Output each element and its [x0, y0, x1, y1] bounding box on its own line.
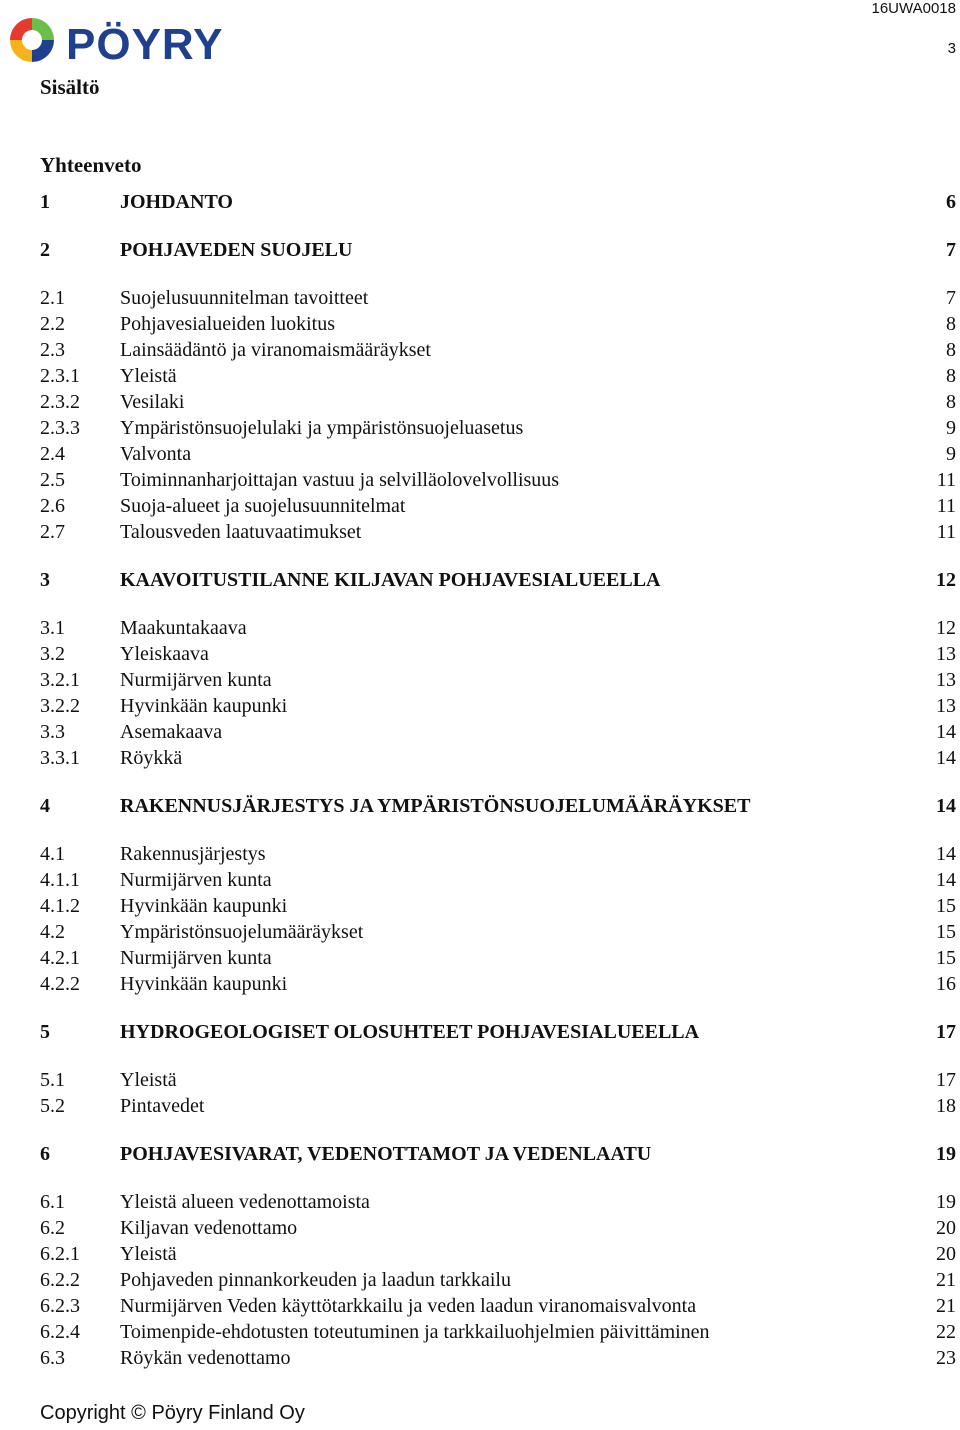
toc-entry-title: Pintavedet [120, 1095, 205, 1117]
toc-section-entry[interactable] [40, 493, 956, 519]
toc-entry-number: 4.1.1 [40, 869, 80, 891]
toc-chapter-entry[interactable] [40, 1141, 956, 1167]
toc-entry-number: 4.2.1 [40, 947, 80, 969]
toc-entry-title: Suoja-alueet ja suojelusuunnitelmat [120, 495, 406, 517]
toc-entry-number: 2.7 [40, 521, 65, 543]
toc-entry-page: 6 [946, 191, 956, 213]
toc-chapter-entry[interactable] [40, 1019, 956, 1045]
toc-entry-number: 5.2 [40, 1095, 65, 1117]
toc-entry-title: RAKENNUSJÄRJESTYS JA YMPÄRISTÖNSUOJELUMÄÄRÄYKSET [120, 795, 751, 817]
toc-entry-number: 2.1 [40, 287, 65, 309]
toc-entry-number: 2.2 [40, 313, 65, 335]
toc-entry-page: 8 [946, 313, 956, 335]
toc-entry-page: 13 [936, 695, 956, 717]
toc-entry-number: 6.2.4 [40, 1321, 80, 1343]
toc-entry-title: Asemakaava [120, 721, 223, 743]
toc-entry-title: POHJAVEDEN SUOJELU [120, 239, 353, 261]
toc-entry-page: 9 [946, 443, 956, 465]
toc-entry-title: Yleiskaava [120, 643, 209, 665]
toc-entry-page: 11 [936, 495, 956, 517]
toc-chapter-entry[interactable] [40, 793, 956, 819]
toc-section-entry[interactable] [40, 415, 956, 441]
toc-section-entry[interactable] [40, 1319, 956, 1345]
toc-entry-title: Toiminnanharjoittajan vastuu ja selvilläolovelvollisuus [120, 469, 560, 491]
toc-entry-number: 6 [40, 1143, 50, 1165]
toc-entry-page: 12 [936, 617, 956, 639]
toc-entry-page: 21 [936, 1269, 956, 1291]
document-id: 16UWA0018 [871, 0, 956, 17]
toc-entry-title: Rakennusjärjestys [120, 843, 266, 865]
logo-symbol-icon [10, 18, 54, 62]
toc-entry-title: Nurmijärven kunta [120, 869, 272, 891]
toc-section-entry[interactable] [40, 363, 956, 389]
toc-entry-page: 9 [946, 417, 956, 439]
toc-entry-page: 20 [936, 1243, 956, 1265]
toc-entry-number: 4.1 [40, 843, 65, 865]
toc-entry-title: Yleistä [120, 1243, 177, 1265]
toc-entry-page: 23 [936, 1347, 956, 1369]
toc-entry-page: 21 [936, 1295, 956, 1317]
toc-section-entry[interactable] [40, 919, 956, 945]
toc-entry-title: Pohjavesialueiden luokitus [120, 313, 335, 335]
toc-entry-page: 17 [936, 1021, 956, 1043]
toc-entry-title: HYDROGEOLOGISET OLOSUHTEET POHJAVESIALUEELLA [120, 1021, 700, 1043]
toc-entry-page: 22 [936, 1321, 956, 1343]
toc-section-entry[interactable] [40, 1189, 956, 1215]
toc-entry-page: 8 [946, 365, 956, 387]
toc-section-entry[interactable] [40, 311, 956, 337]
toc-section-entry[interactable] [40, 893, 956, 919]
toc-section-entry[interactable] [40, 337, 956, 363]
toc-entry-title: Pohjaveden pinnankorkeuden ja laadun tarkkailu [120, 1269, 511, 1291]
toc-entry-page: 17 [936, 1069, 956, 1091]
toc-entry-title: Röykän vedenottamo [120, 1347, 291, 1369]
toc-entry-title: Hyvinkään kaupunki [120, 895, 288, 917]
toc-entry-number: 6.2.1 [40, 1243, 80, 1265]
toc-entry-page: 19 [936, 1143, 956, 1165]
toc-entry-number: 2.3 [40, 339, 65, 361]
toc-entry-title: Maakuntakaava [120, 617, 247, 639]
toc-entry-number: 4 [40, 795, 50, 817]
toc-section-entry[interactable] [40, 693, 956, 719]
toc-section-entry[interactable] [40, 389, 956, 415]
toc-entry-number: 1 [40, 191, 50, 213]
toc-entry-number: 2.3.3 [40, 417, 80, 439]
toc-entry-title: Vesilaki [120, 391, 185, 413]
toc-entry-number: 6.2.2 [40, 1269, 80, 1291]
toc-entry-number: 5 [40, 1021, 50, 1043]
toc-entry-title: Yleistä alueen vedenottamoista [120, 1191, 370, 1213]
toc-section-entry[interactable] [40, 519, 956, 545]
toc-entry-title: Valvonta [120, 443, 192, 465]
toc-section-entry[interactable] [40, 1093, 956, 1119]
poyry-logo [6, 14, 252, 66]
toc-entry-title: Ympäristönsuojelulaki ja ympäristönsuojeluasetus [120, 417, 524, 439]
toc-entry-number: 6.1 [40, 1191, 65, 1213]
toc-entry-page: 8 [946, 339, 956, 361]
toc-section-entry[interactable] [40, 615, 956, 641]
toc-entry-number: 4.2 [40, 921, 65, 943]
toc-entry-title: Yleistä [120, 365, 177, 387]
toc-entry-page: 14 [936, 869, 956, 891]
toc-entry-title: Röykkä [120, 747, 183, 769]
toc-entry-number: 2 [40, 239, 50, 261]
logo-wordmark: PÖYRY [66, 20, 224, 66]
toc-section-entry[interactable] [40, 841, 956, 867]
toc-entry-title: POHJAVESIVARAT, VEDENOTTAMOT JA VEDENLAATU [120, 1143, 652, 1165]
toc-section-entry[interactable] [40, 467, 956, 493]
toc-entry-page: 7 [946, 239, 956, 261]
toc-entry-number: 2.4 [40, 443, 65, 465]
toc-entry-title: Kiljavan vedenottamo [120, 1217, 298, 1239]
toc-entry-page: 15 [936, 921, 956, 943]
toc-entry-title: Toimenpide-ehdotusten toteutuminen ja tarkkailuohjelmien päivittäminen [120, 1321, 710, 1343]
toc-entry-number: 4.2.2 [40, 973, 80, 995]
toc-entry-number: 3.2 [40, 643, 65, 665]
toc-entry-number: 6.3 [40, 1347, 65, 1369]
toc-section-entry[interactable] [40, 285, 956, 311]
toc-entry-title: Nurmijärven kunta [120, 947, 272, 969]
toc-entry-page: 15 [936, 895, 956, 917]
page-title: Sisältö [40, 75, 100, 99]
toc-chapter-entry[interactable] [40, 189, 956, 215]
toc-chapter-entry[interactable] [40, 237, 956, 263]
toc-entry-page: 12 [936, 569, 956, 591]
toc-entry-number: 3.1 [40, 617, 65, 639]
toc-entry-page: 7 [946, 287, 956, 309]
toc-entry-title: Yleistä [120, 1069, 177, 1091]
toc-entry-title: Suojelusuunnitelman tavoitteet [120, 287, 369, 309]
toc-entry-page: 11 [936, 521, 956, 543]
toc-section-entry[interactable] [40, 945, 956, 971]
toc-section-entry[interactable] [40, 745, 956, 771]
toc-entry-number: 5.1 [40, 1069, 65, 1091]
toc-entry-number: 3.2.1 [40, 669, 80, 691]
toc-entry-title: Lainsäädäntö ja viranomaismääräykset [120, 339, 431, 361]
toc-entry-page: 15 [936, 947, 956, 969]
toc-entry-page: 16 [936, 973, 956, 995]
toc-section-entry[interactable] [40, 1267, 956, 1293]
toc-entry-number: 2.5 [40, 469, 65, 491]
toc-entry-title: KAAVOITUSTILANNE KILJAVAN POHJAVESIALUEELLA [120, 569, 661, 591]
toc-entry-page: 20 [936, 1217, 956, 1239]
toc-summary-link[interactable]: Yhteenveto [40, 153, 142, 177]
toc-entry-page: 14 [936, 721, 956, 743]
footer-copyright: Copyright © Pöyry Finland Oy [40, 1402, 305, 1424]
toc-entry-title: Nurmijärven Veden käyttötarkkailu ja veden laadun viranomaisvalvonta [120, 1295, 697, 1317]
toc-section-entry[interactable] [40, 971, 956, 997]
toc-entry-number: 4.1.2 [40, 895, 80, 917]
toc-entry-title: Ympäristönsuojelumääräykset [120, 921, 364, 943]
toc-entry-number: 3 [40, 569, 50, 591]
page-number: 3 [947, 40, 956, 57]
toc-entry-page: 8 [946, 391, 956, 413]
toc-entry-page: 18 [936, 1095, 956, 1117]
toc-section-entry[interactable] [40, 1241, 956, 1267]
toc-section-entry[interactable] [40, 641, 956, 667]
toc-entry-page: 19 [936, 1191, 956, 1213]
toc-entry-page: 14 [936, 747, 956, 769]
toc-section-entry[interactable] [40, 867, 956, 893]
toc-entry-title: Hyvinkään kaupunki [120, 973, 288, 995]
toc-entry-number: 6.2 [40, 1217, 65, 1239]
toc-entry-number: 2.3.2 [40, 391, 80, 413]
toc-section-entry[interactable] [40, 1067, 956, 1093]
toc-entry-title: Hyvinkään kaupunki [120, 695, 288, 717]
toc-entry-title: Nurmijärven kunta [120, 669, 272, 691]
toc-entry-page: 14 [936, 795, 956, 817]
toc-entry-page: 13 [936, 643, 956, 665]
toc-entry-number: 2.3.1 [40, 365, 80, 387]
toc-entry-number: 3.2.2 [40, 695, 80, 717]
toc-section-entry[interactable] [40, 441, 956, 467]
toc-entry-title: Talousveden laatuvaatimukset [120, 521, 362, 543]
toc-section-entry[interactable] [40, 667, 956, 693]
toc-section-entry[interactable] [40, 1293, 956, 1319]
toc-section-entry[interactable] [40, 1215, 956, 1241]
toc-entry-page: 13 [936, 669, 956, 691]
toc-entry-page: 11 [936, 469, 956, 491]
toc-entry-number: 3.3.1 [40, 747, 80, 769]
toc-section-entry[interactable] [40, 719, 956, 745]
toc-entry-title: JOHDANTO [120, 191, 233, 213]
toc-entry-number: 3.3 [40, 721, 65, 743]
toc-entry-number: 2.6 [40, 495, 65, 517]
toc-entry-page: 14 [936, 843, 956, 865]
toc-entry-number: 6.2.3 [40, 1295, 80, 1317]
toc-section-entry[interactable] [40, 1345, 956, 1371]
toc-chapter-entry[interactable] [40, 567, 956, 593]
